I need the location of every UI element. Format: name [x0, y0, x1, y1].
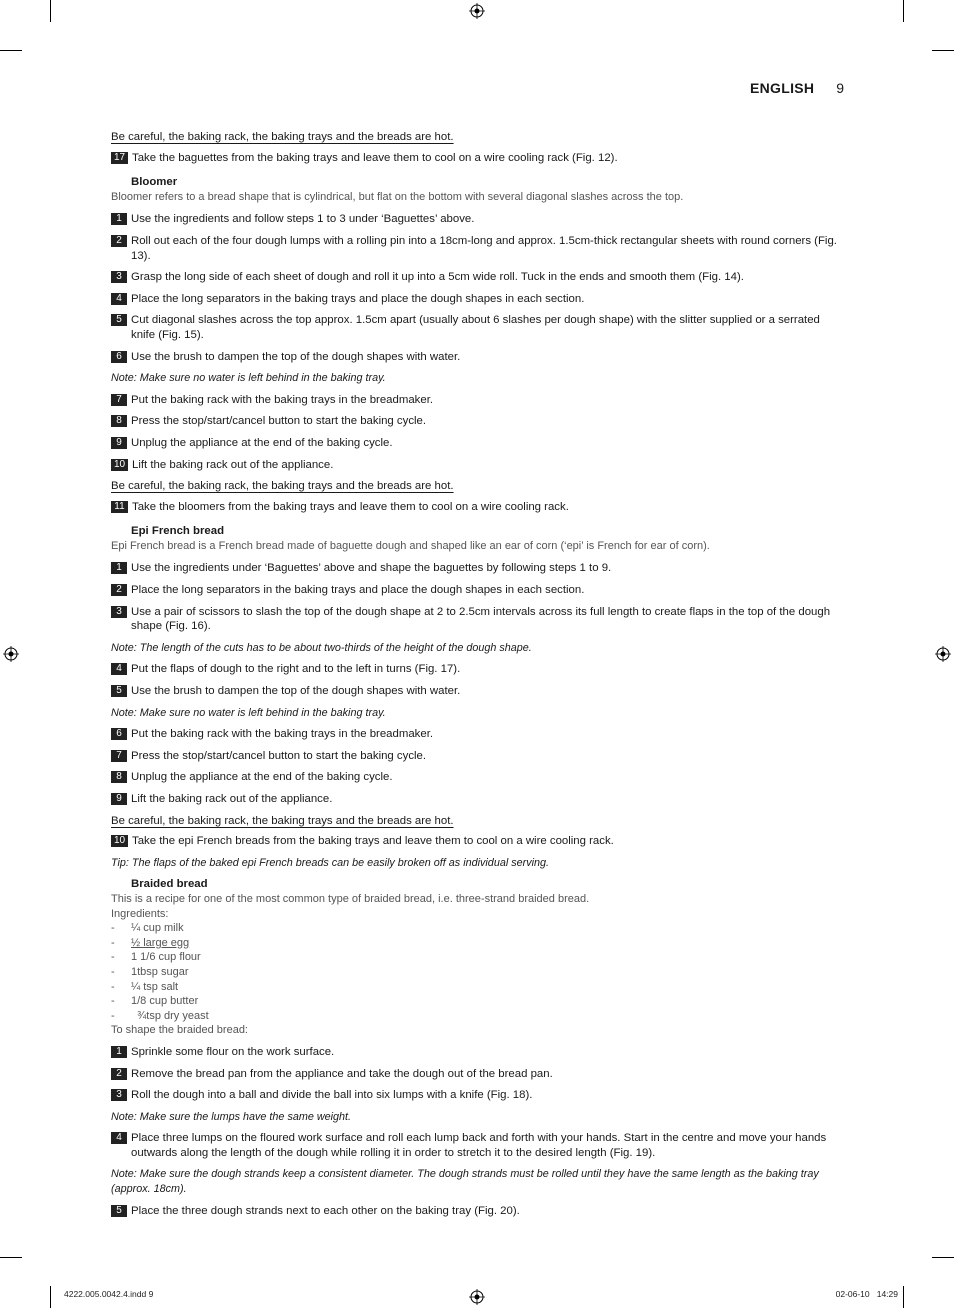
step-number: 5	[111, 685, 127, 697]
section-description: Bloomer refers to a bread shape that is cylindrical, but flat on the bottom with several diagonal slashes across the top.	[111, 190, 684, 203]
step-text: Put the flaps of dough to the right and to the left in turns (Fig. 17).	[131, 663, 461, 676]
ingredient-text: 1/8 cup butter	[131, 995, 199, 1008]
step-item	[111, 684, 846, 699]
ingredient-item	[111, 921, 846, 936]
step-text: Use the ingredients under ‘Baguettes’ above and shape the baguettes by following steps 1 to 9.	[131, 562, 612, 575]
step-item	[111, 436, 846, 451]
step-text: Take the baguettes from the baking trays and leave them to cool on a wire cooling rack (Fig. 12).	[132, 151, 618, 164]
crop-mark	[50, 1286, 51, 1308]
ingredient-item	[111, 994, 846, 1009]
crop-mark	[0, 1257, 22, 1258]
step-text: Roll out each of the four dough lumps with a rolling pin into a 18cm-long and approx. 1.5cm-thick rectangular sheets with round corners (Fig. 13).	[131, 234, 837, 262]
list-dash: -	[111, 965, 115, 978]
note-text: Note: Make sure no water is left behind in the baking tray.	[111, 372, 386, 385]
step-text: Press the stop/start/cancel button to start the baking cycle.	[131, 415, 427, 428]
step-number: 6	[111, 728, 127, 740]
step-number: 1	[111, 1046, 127, 1058]
step-text: Use the brush to dampen the top of the dough shapes with water.	[131, 350, 461, 363]
step-number: 3	[111, 606, 127, 618]
step-number: 6	[111, 351, 127, 363]
section-description: This is a recipe for one of the most common type of braided bread, i.e. three-strand braided bread.	[111, 892, 590, 905]
list-dash: -	[111, 1009, 115, 1022]
step-text: Lift the baking rack out of the appliance.	[131, 793, 333, 805]
page-header	[750, 80, 844, 96]
crop-mark	[932, 50, 954, 51]
section-title: Braided bread	[131, 878, 208, 891]
ingredient-item	[111, 1009, 846, 1024]
crop-mark	[903, 1286, 904, 1308]
step-item	[111, 234, 846, 263]
step-number: 5	[111, 314, 127, 326]
step-text: Roll the dough into a ball and divide the ball into six lumps with a knife (Fig. 18).	[131, 1089, 533, 1102]
step-text: Put the baking rack with the baking trays in the breadmaker.	[131, 393, 434, 406]
step-item	[111, 1045, 846, 1060]
step-text: Grasp the long side of each sheet of dough and roll it up into a 5cm wide roll. Tuck in the ends and smooth them (Fig. 14).	[131, 271, 744, 284]
step-text: Take the bloomers from the baking trays and leave them to cool on a wire cooling rack.	[132, 500, 569, 513]
ingredient-item	[111, 950, 846, 965]
list-dash: -	[111, 936, 115, 949]
step-text: Use a pair of scissors to slash the top of the dough shape at 2 to 2.5cm intervals across its full length to create flaps in the top of the dough shape (Fig. 16).	[131, 605, 831, 633]
step-text: Unplug the appliance at the end of the baking cycle.	[131, 771, 393, 784]
step-number: 2	[111, 235, 127, 247]
ingredient-text: ½ large egg	[131, 936, 190, 949]
note-text: Note: Make sure the dough strands keep a consistent diameter. The dough strands must be rolled until they have the same length as the baking tray (approx. 18cm).	[111, 1168, 819, 1196]
step-number: 4	[111, 1132, 127, 1144]
step-item	[111, 1088, 846, 1103]
step-text: Remove the bread pan from the appliance and take the dough out of the bread pan.	[131, 1067, 553, 1080]
step-number: 10	[111, 835, 128, 847]
list-dash: -	[111, 995, 115, 1008]
footer-file-info: 4222.005.0042.4.indd 9	[64, 1289, 154, 1299]
ingredient-text: 1tbsp sugar	[131, 965, 189, 978]
crop-mark	[0, 50, 22, 51]
ingredient-text: ¼ tsp salt	[131, 980, 179, 993]
note-text: Note: Make sure the lumps have the same weight.	[111, 1110, 352, 1123]
step-item	[111, 834, 846, 849]
step-item	[111, 749, 846, 764]
step-item	[111, 792, 846, 807]
step-item	[111, 270, 846, 285]
step-text: Place the long separators in the baking trays and place the dough shapes in each section.	[131, 292, 585, 305]
list-dash: -	[111, 951, 115, 964]
step-number: 7	[111, 394, 127, 406]
step-text: Take the epi French breads from the baking trays and leave them to cool on a wire cooling rack.	[132, 835, 614, 848]
crop-mark	[50, 0, 51, 22]
step-item	[111, 151, 846, 166]
step-number: 2	[111, 1068, 127, 1080]
step-item	[111, 350, 846, 365]
step-item	[111, 605, 846, 634]
step-item	[111, 458, 846, 473]
step-item	[111, 292, 846, 307]
step-number: 3	[111, 1089, 127, 1101]
note-text: Note: The length of the cuts has to be about two-thirds of the height of the dough shape.	[111, 641, 532, 654]
step-number: 1	[111, 213, 127, 225]
section-description: Epi French bread is a French bread made of baguette dough and shaped like an ear of corn (‘epi’ is French for ear of corn).	[111, 539, 710, 552]
step-item	[111, 662, 846, 677]
step-text: Place the long separators in the baking trays and place the dough shapes in each section.	[131, 584, 585, 597]
step-item	[111, 1067, 846, 1082]
step-item	[111, 561, 846, 576]
step-number: 10	[111, 459, 128, 471]
section-title: Epi French bread	[131, 525, 225, 538]
step-item	[111, 212, 846, 227]
language-label: ENGLISH	[749, 80, 815, 96]
registration-mark-icon	[469, 3, 485, 19]
step-item	[111, 1131, 846, 1160]
step-text: Unplug the appliance at the end of the baking cycle.	[131, 436, 393, 449]
step-number: 1	[111, 562, 127, 574]
warning-text: Be careful, the baking rack, the baking trays and the breads are hot.	[111, 480, 454, 493]
footer-date-time: 02-06-10 14:29	[835, 1289, 898, 1299]
step-number: 8	[111, 771, 127, 783]
step-item	[111, 500, 846, 515]
step-number: 4	[111, 293, 127, 305]
step-number: 11	[111, 501, 128, 513]
shape-label: To shape the braided bread:	[111, 1024, 248, 1037]
section-title: Bloomer	[131, 176, 178, 189]
step-number: 4	[111, 663, 127, 675]
step-item	[111, 393, 846, 408]
step-text: Use the ingredients and follow steps 1 to 3 under ‘Baguettes’ above.	[131, 213, 475, 226]
step-text: Lift the baking rack out of the appliance.	[132, 458, 334, 471]
step-number: 17	[111, 152, 128, 164]
step-item	[111, 727, 846, 742]
step-number: 9	[111, 793, 127, 805]
ingredients-label: Ingredients:	[111, 907, 169, 920]
step-item	[111, 583, 846, 598]
crop-mark	[932, 1257, 954, 1258]
note-text: Note: Make sure no water is left behind in the baking tray.	[111, 706, 386, 719]
page-number: 9	[836, 80, 844, 96]
tip-text: Tip: The flaps of the baked epi French breads can be easily broken off as individual serving.	[111, 856, 550, 869]
step-text: Cut diagonal slashes across the top approx. 1.5cm apart (usually about 6 slashes per dough shape) with the slitter supplied or a serrated knife (Fig. 15).	[131, 314, 820, 341]
step-text: Use the brush to dampen the top of the dough shapes with water.	[131, 685, 461, 698]
step-item	[111, 414, 846, 429]
ingredient-text: 1 1/6 cup flour	[131, 951, 201, 964]
ingredient-text: ¼ cup milk	[131, 922, 184, 935]
step-text: Put the baking rack with the baking trays in the breadmaker.	[131, 728, 434, 741]
list-dash: -	[111, 922, 115, 935]
step-item	[111, 313, 846, 342]
registration-mark-icon	[935, 646, 951, 662]
step-item	[111, 1204, 846, 1219]
step-number: 7	[111, 750, 127, 762]
step-text: Press the stop/start/cancel button to start the baking cycle.	[131, 749, 427, 762]
step-item	[111, 770, 846, 785]
ingredient-item	[111, 980, 846, 995]
warning-text: Be careful, the baking rack, the baking trays and the breads are hot.	[111, 131, 454, 143]
step-text: Place the three dough strands next to each other on the baking tray (Fig. 20).	[131, 1204, 520, 1217]
step-text: Place three lumps on the floured work surface and roll each lump back and forth with your hands. Start in the centre and move your hands outwards along the length of the dough while rolling it in order to stretch it to the desired length (Fig. 19).	[131, 1132, 827, 1159]
step-number: 9	[111, 437, 127, 449]
list-dash: -	[111, 980, 115, 993]
registration-mark-icon	[3, 646, 19, 662]
step-text: Sprinkle some flour on the work surface.	[131, 1045, 335, 1058]
step-number: 3	[111, 271, 127, 283]
ingredient-text: ¾tsp dry yeast	[131, 1009, 209, 1022]
ingredient-item	[111, 936, 846, 951]
step-number: 5	[111, 1205, 127, 1217]
ingredient-item	[111, 965, 846, 980]
registration-mark-icon	[469, 1289, 485, 1305]
manual-content	[111, 130, 846, 1225]
step-number: 8	[111, 415, 127, 427]
warning-text: Be careful, the baking rack, the baking trays and the breads are hot.	[111, 814, 454, 827]
crop-mark	[903, 0, 904, 22]
step-number: 2	[111, 584, 127, 596]
